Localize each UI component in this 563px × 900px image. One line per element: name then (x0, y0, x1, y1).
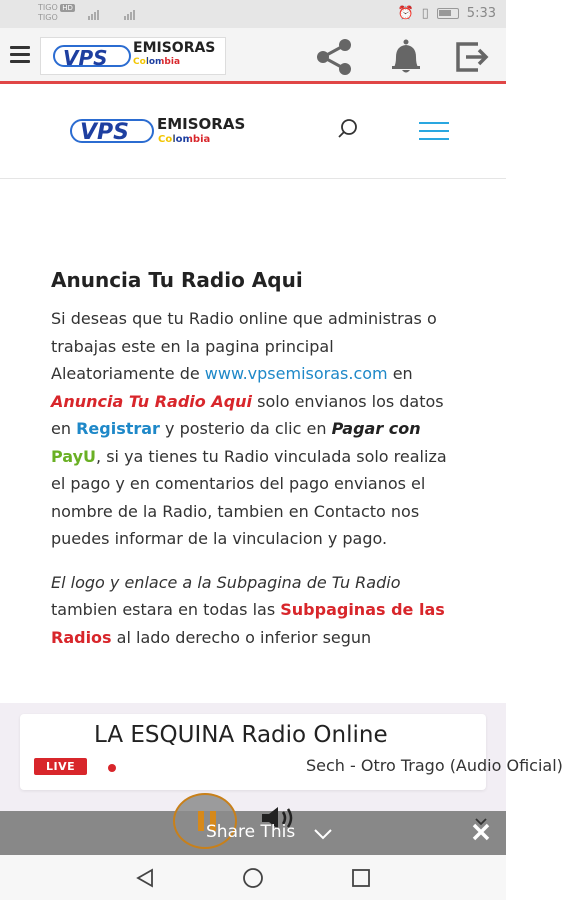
logout-icon[interactable] (452, 38, 492, 76)
status-right (397, 6, 496, 21)
player-panel (0, 703, 563, 811)
logo-brand: VPS (80, 120, 129, 145)
bell-icon[interactable] (386, 38, 426, 76)
recents-icon[interactable] (350, 867, 372, 889)
station-name: LA ESQUINA Radio Online (94, 722, 388, 748)
close-icon[interactable] (470, 821, 492, 843)
menu-icon[interactable] (10, 46, 30, 66)
text: , si ya tienes tu Radio vinculada solo realiza el pago y en comentarios del pago envianos el nombre de la Radio, tambien en Contacto nos puedes informar de la vinculacion y pago. (51, 446, 447, 548)
link-payu[interactable]: PayU (51, 446, 97, 466)
hd-badge: HD (62, 4, 73, 12)
text: en (387, 364, 413, 383)
share-icon[interactable] (314, 38, 354, 76)
clock: 5:33 (466, 6, 496, 21)
article-paragraph-2 (51, 569, 461, 652)
app-bar (0, 28, 506, 84)
radio-player[interactable] (20, 714, 563, 790)
alarm-icon: ⏰ (397, 6, 414, 21)
now-playing: Sech - Otro Trago (Audio Oficial) (306, 756, 563, 775)
back-icon[interactable] (134, 867, 156, 889)
link-subpaginas[interactable]: Subpaginas de las Radios (51, 600, 445, 647)
carrier-2: TIGO (38, 13, 58, 22)
site-header (0, 87, 506, 179)
chevron-down-icon[interactable] (314, 825, 332, 837)
logo-country: Colombia (158, 134, 211, 145)
carrier-1: TIGO (38, 3, 58, 12)
logo-country: Colombia (133, 57, 181, 67)
home-icon[interactable] (242, 867, 264, 889)
share-this-label[interactable]: Share This (206, 822, 296, 842)
italic-text: El logo y enlace a la Subpagina de Tu Radio (51, 572, 401, 592)
live-badge: LIVE (34, 758, 87, 775)
status-bar (0, 0, 506, 28)
logo-title: EMISORAS (157, 115, 246, 133)
carrier-info (38, 3, 75, 22)
signal-icon (88, 8, 138, 20)
logo-brand: VPS (63, 46, 108, 70)
search-icon[interactable] (336, 117, 360, 141)
text: Si deseas que tu Radio online que administras o trabajas este en la pagina principal Aleatoriamente de (51, 309, 437, 383)
article-title: Anuncia Tu Radio Aqui (51, 268, 303, 292)
share-bar[interactable] (0, 811, 506, 855)
link-vpsemisoras[interactable]: www.vpsemisoras.com (204, 364, 388, 383)
text: solo envianos los datos en (51, 391, 444, 438)
app-logo[interactable] (40, 37, 226, 75)
article-paragraph-1 (51, 305, 461, 553)
logo-title: EMISORAS (133, 40, 216, 56)
hamburger-icon[interactable] (419, 122, 449, 142)
colombia-flag-icon (100, 758, 124, 778)
link-registrar[interactable]: Registrar (76, 419, 160, 438)
vibrate-icon: ▯ (421, 6, 429, 21)
system-nav-bar (0, 855, 506, 900)
link-anuncia-tu-radio[interactable]: Anuncia Tu Radio Aqui (51, 391, 253, 411)
site-logo[interactable] (70, 113, 250, 153)
text: tambien estara en todas las (51, 600, 281, 619)
text: al lado derecho o inferior segun (111, 627, 372, 647)
text: y posterio da clic en (159, 419, 332, 438)
article (51, 265, 461, 651)
pagar-con: Pagar con (331, 419, 421, 438)
battery-icon (437, 8, 459, 19)
